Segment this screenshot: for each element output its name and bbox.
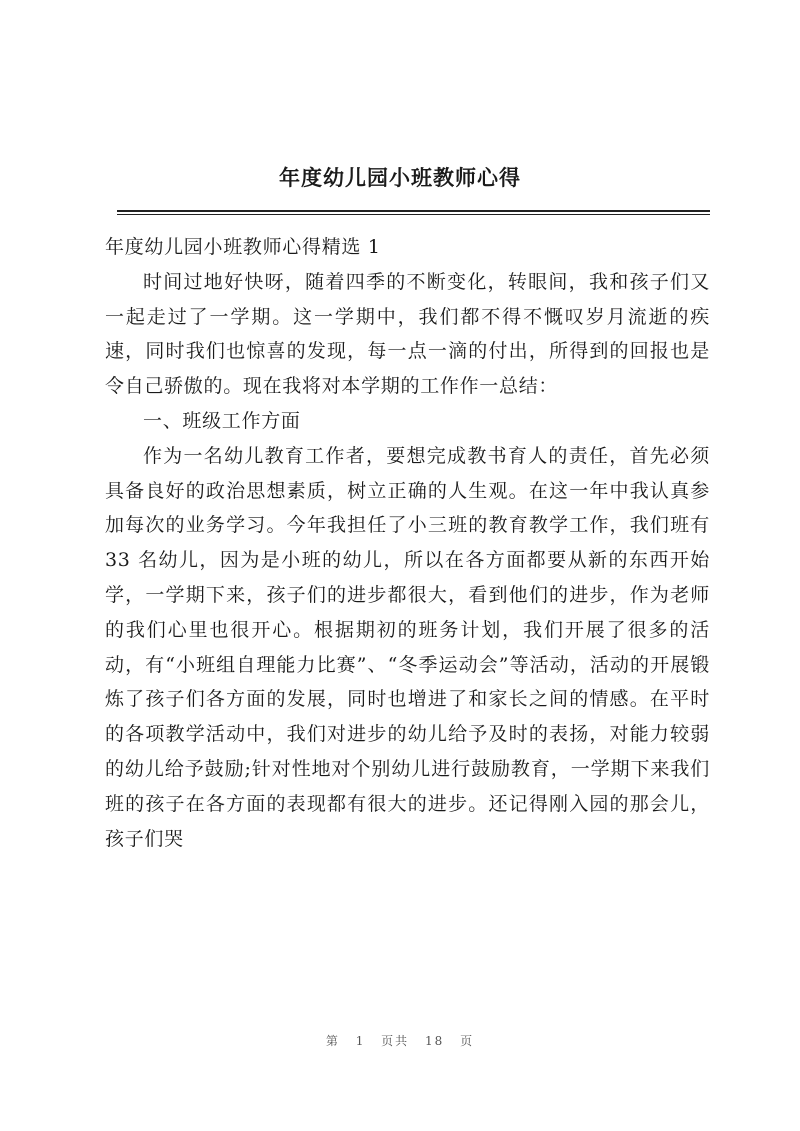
paragraph-intro: 时间过地好快呀，随着四季的不断变化，转眼间，我和孩子们又一起走过了一学期。这一学期中，我们都不得不慨叹岁月流逝的疾速，同时我们也惊喜的发现，每一点一滴的付出，所得到的回报也是令自己骄傲的。现在我将对本学期的工作作一总结： bbox=[105, 270, 710, 398]
document-body bbox=[105, 230, 710, 856]
subheading-class-work: 一、班级工作方面 bbox=[143, 409, 301, 432]
title-underline-thin bbox=[117, 214, 710, 215]
paragraph-class-work: 作为一名幼儿教育工作者，要想完成教书育人的责任，首先必须具备良好的政治思想素质，树立正确的人生观。在这一年中我认真参加每次的业务学习。今年我担任了小三班的教育教学工作，我们班有 33 名幼儿，因为是小班的幼儿，所以在各方面都要从新的东西开始学，一学期下来，孩子们的进步都很大，看到他们的进步，作为老师的我们心里也很开心。根据期初的班务计划，我们开展了很多的活动，有“小班组自理能力比赛”、“冬季运动会”等活动，活动的开展锻炼了孩子们各方面的发展，同时也增进了和家长之间的情感。在平时的各项教学活动中，我们对进步的幼儿给予及时的表扬，对能力较弱的幼儿给予鼓励;针对性地对个别幼儿进行鼓励教育，一学期下来我们班的孩子在各方面的表现都有很大的进步。还记得刚入园的那会儿，孩子们哭 bbox=[105, 444, 710, 850]
page-footer: 第 1 页共 18 页 bbox=[325, 1034, 475, 1048]
title-underline-thick bbox=[117, 210, 710, 212]
document-title: 年度幼儿园小班教师心得 bbox=[279, 166, 521, 190]
section-title: 年度幼儿园小班教师心得精选 1 bbox=[105, 236, 381, 258]
